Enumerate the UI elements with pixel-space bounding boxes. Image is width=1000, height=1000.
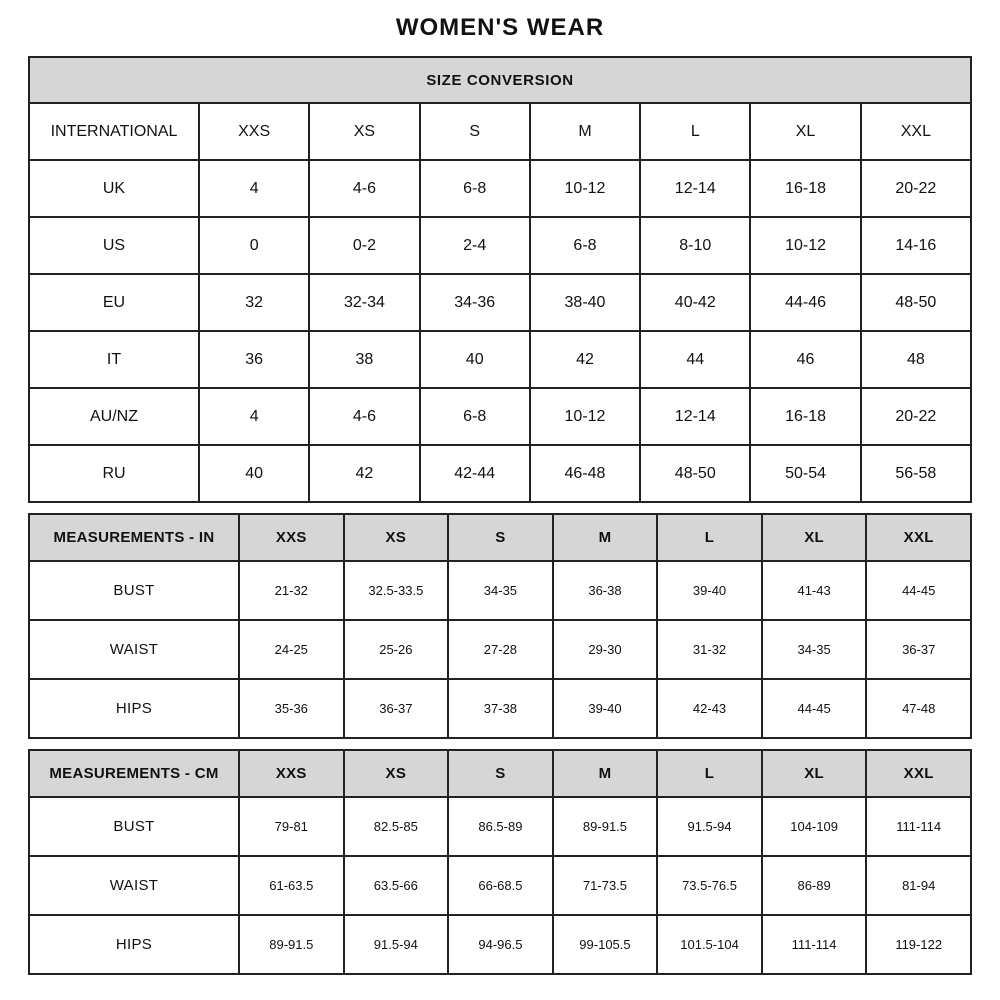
cell-value: 40	[420, 331, 530, 388]
size-column-header: XXL	[866, 514, 971, 561]
cell-value: 89-91.5	[553, 797, 658, 856]
cell-value: 46	[750, 331, 860, 388]
cell-value: 4	[199, 160, 309, 217]
cell-value: 86.5-89	[448, 797, 553, 856]
cell-value: 66-68.5	[448, 856, 553, 915]
header-row	[29, 103, 971, 160]
cell-value: 82.5-85	[344, 797, 449, 856]
cell-value: 16-18	[750, 388, 860, 445]
table-row	[29, 331, 971, 388]
cell-value: 12-14	[640, 388, 750, 445]
cell-value: 6-8	[420, 160, 530, 217]
size-column-header: XXL	[861, 103, 971, 160]
row-label-header: INTERNATIONAL	[29, 103, 199, 160]
cell-value: 38	[309, 331, 419, 388]
size-column-header: S	[448, 750, 553, 797]
cell-value: 34-35	[448, 561, 553, 620]
row-label: RU	[29, 445, 199, 502]
cell-value: 4-6	[309, 160, 419, 217]
header-row	[29, 750, 971, 797]
cell-value: 10-12	[530, 160, 640, 217]
cell-value: 27-28	[448, 620, 553, 679]
row-label: US	[29, 217, 199, 274]
cell-value: 6-8	[420, 388, 530, 445]
cell-value: 32-34	[309, 274, 419, 331]
row-label: UK	[29, 160, 199, 217]
row-label: BUST	[29, 797, 239, 856]
cell-value: 20-22	[861, 160, 971, 217]
size-column-header: L	[657, 514, 762, 561]
cell-value: 34-36	[420, 274, 530, 331]
cell-value: 99-105.5	[553, 915, 658, 974]
size-column-header: XL	[762, 750, 867, 797]
size-column-header: L	[657, 750, 762, 797]
cell-value: 40-42	[640, 274, 750, 331]
cell-value: 37-38	[448, 679, 553, 738]
cell-value: 81-94	[866, 856, 971, 915]
measurements-cm-table	[28, 749, 972, 975]
row-label: IT	[29, 331, 199, 388]
table-row	[29, 561, 971, 620]
cell-value: 42	[530, 331, 640, 388]
cell-value: 89-91.5	[239, 915, 344, 974]
cell-value: 44-45	[866, 561, 971, 620]
size-column-header: XS	[344, 514, 449, 561]
cell-value: 2-4	[420, 217, 530, 274]
cell-value: 46-48	[530, 445, 640, 502]
cell-value: 4-6	[309, 388, 419, 445]
cell-value: 48-50	[861, 274, 971, 331]
size-column-header: XL	[750, 103, 860, 160]
cell-value: 63.5-66	[344, 856, 449, 915]
table-row	[29, 915, 971, 974]
size-column-header: L	[640, 103, 750, 160]
row-label-header: MEASUREMENTS - CM	[29, 750, 239, 797]
table-row	[29, 445, 971, 502]
table-row	[29, 388, 971, 445]
cell-value: 111-114	[866, 797, 971, 856]
cell-value: 4	[199, 388, 309, 445]
cell-value: 71-73.5	[553, 856, 658, 915]
cell-value: 48-50	[640, 445, 750, 502]
cell-value: 104-109	[762, 797, 867, 856]
size-column-header: XXL	[866, 750, 971, 797]
table-row	[29, 620, 971, 679]
cell-value: 79-81	[239, 797, 344, 856]
cell-value: 32	[199, 274, 309, 331]
size-column-header: S	[448, 514, 553, 561]
measurements-in-table	[28, 513, 972, 739]
cell-value: 24-25	[239, 620, 344, 679]
size-column-header: XS	[344, 750, 449, 797]
table-row	[29, 797, 971, 856]
size-column-header: XXS	[239, 750, 344, 797]
size-conversion-table	[28, 56, 972, 503]
cell-value: 16-18	[750, 160, 860, 217]
size-column-header: XXS	[239, 514, 344, 561]
cell-value: 119-122	[866, 915, 971, 974]
row-label: HIPS	[29, 679, 239, 738]
row-label: BUST	[29, 561, 239, 620]
row-label: EU	[29, 274, 199, 331]
table-row	[29, 679, 971, 738]
size-column-header: XS	[309, 103, 419, 160]
cell-value: 42	[309, 445, 419, 502]
cell-value: 8-10	[640, 217, 750, 274]
cell-value: 32.5-33.5	[344, 561, 449, 620]
size-column-header: XL	[762, 514, 867, 561]
row-label: HIPS	[29, 915, 239, 974]
cell-value: 91.5-94	[657, 797, 762, 856]
size-column-header: M	[553, 750, 658, 797]
table-title: SIZE CONVERSION	[29, 57, 971, 103]
table-row	[29, 856, 971, 915]
header-row	[29, 514, 971, 561]
cell-value: 20-22	[861, 388, 971, 445]
row-label: WAIST	[29, 620, 239, 679]
table-row	[29, 160, 971, 217]
cell-value: 56-58	[861, 445, 971, 502]
cell-value: 48	[861, 331, 971, 388]
cell-value: 94-96.5	[448, 915, 553, 974]
cell-value: 47-48	[866, 679, 971, 738]
cell-value: 0-2	[309, 217, 419, 274]
cell-value: 6-8	[530, 217, 640, 274]
cell-value: 61-63.5	[239, 856, 344, 915]
cell-value: 111-114	[762, 915, 867, 974]
cell-value: 86-89	[762, 856, 867, 915]
cell-value: 40	[199, 445, 309, 502]
cell-value: 25-26	[344, 620, 449, 679]
cell-value: 12-14	[640, 160, 750, 217]
cell-value: 14-16	[861, 217, 971, 274]
cell-value: 42-43	[657, 679, 762, 738]
cell-value: 91.5-94	[344, 915, 449, 974]
table-row	[29, 217, 971, 274]
page-title: WOMEN'S WEAR	[395, 14, 605, 41]
cell-value: 21-32	[239, 561, 344, 620]
size-column-header: M	[530, 103, 640, 160]
cell-value: 0	[199, 217, 309, 274]
cell-value: 31-32	[657, 620, 762, 679]
cell-value: 42-44	[420, 445, 530, 502]
row-label: WAIST	[29, 856, 239, 915]
cell-value: 36-38	[553, 561, 658, 620]
table-title-row	[29, 57, 971, 103]
cell-value: 44	[640, 331, 750, 388]
size-column-header: XXS	[199, 103, 309, 160]
cell-value: 36	[199, 331, 309, 388]
cell-value: 34-35	[762, 620, 867, 679]
cell-value: 44-46	[750, 274, 860, 331]
cell-value: 101.5-104	[657, 915, 762, 974]
cell-value: 35-36	[239, 679, 344, 738]
size-column-header: M	[553, 514, 658, 561]
cell-value: 29-30	[553, 620, 658, 679]
cell-value: 41-43	[762, 561, 867, 620]
cell-value: 39-40	[657, 561, 762, 620]
size-guide-page	[28, 14, 972, 975]
cell-value: 44-45	[762, 679, 867, 738]
row-label: AU/NZ	[29, 388, 199, 445]
cell-value: 10-12	[530, 388, 640, 445]
row-label-header: MEASUREMENTS - IN	[29, 514, 239, 561]
cell-value: 73.5-76.5	[657, 856, 762, 915]
cell-value: 36-37	[866, 620, 971, 679]
cell-value: 50-54	[750, 445, 860, 502]
cell-value: 39-40	[553, 679, 658, 738]
table-row	[29, 274, 971, 331]
cell-value: 10-12	[750, 217, 860, 274]
size-column-header: S	[420, 103, 530, 160]
cell-value: 38-40	[530, 274, 640, 331]
cell-value: 36-37	[344, 679, 449, 738]
